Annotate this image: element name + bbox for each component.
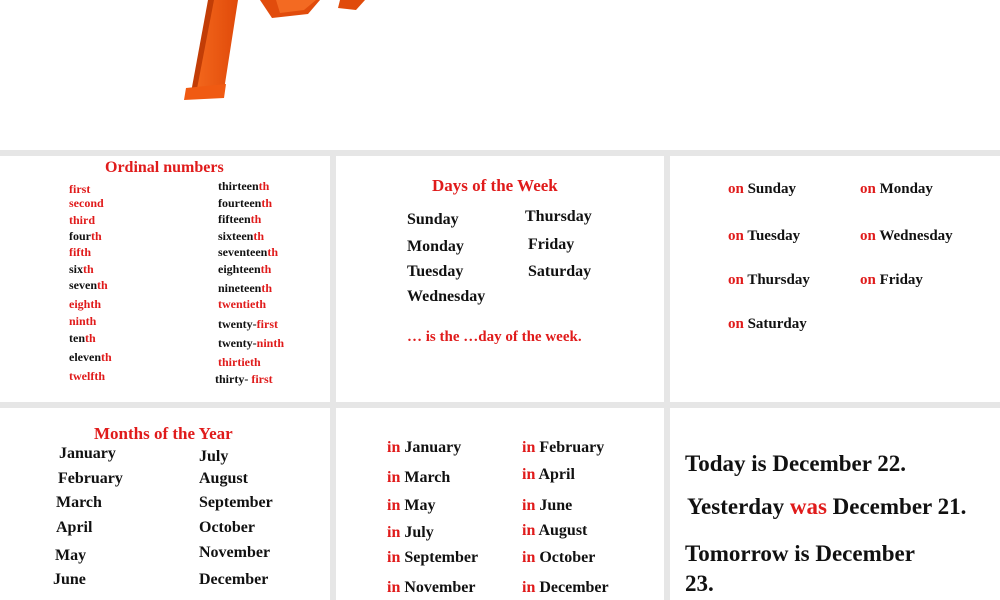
tomorrow-sentence-line1: Tomorrow is December (685, 541, 915, 566)
month-name: June (53, 571, 86, 588)
on-day-item: on Monday (860, 181, 933, 197)
on-day-item: on Friday (860, 272, 923, 288)
month-name: July (199, 448, 229, 465)
day-name: Sunday (407, 211, 459, 228)
ordinal-item: seventh (69, 278, 108, 292)
in-month-item: in June (522, 497, 573, 514)
in-month-item: in February (522, 439, 605, 456)
day-name: Monday (407, 238, 464, 255)
in-month-item: in July (387, 524, 434, 541)
dates-panel (670, 408, 1000, 600)
month-name: October (199, 519, 255, 536)
ordinal-item: thirteenth (218, 179, 270, 193)
month-name: February (58, 470, 123, 487)
on-day-item: on Saturday (728, 316, 807, 332)
in-months-panel (336, 408, 664, 600)
month-name: January (59, 445, 116, 462)
yesterday-sentence: Yesterday was December 21. (687, 494, 967, 519)
day-name: Friday (528, 236, 575, 253)
header-area (0, 0, 1000, 150)
pattern-sentence: … is the …day of the week. (407, 329, 582, 345)
ordinal-item: fourth (69, 229, 102, 243)
day-name: Tuesday (407, 263, 464, 280)
ordinal-numbers-panel (0, 156, 330, 402)
in-month-item: in December (522, 579, 609, 596)
month-name: November (199, 544, 271, 561)
month-name: March (56, 494, 102, 511)
month-name: April (56, 519, 93, 536)
months-of-year-panel (0, 408, 330, 600)
in-month-item: in November (387, 579, 476, 596)
ordinal-item: eighteenth (218, 262, 272, 276)
panel-title: Days of the Week (432, 176, 558, 195)
day-name: Wednesday (407, 288, 486, 305)
ordinal-item: nineteenth (218, 281, 273, 295)
on-day-item: on Wednesday (860, 228, 953, 244)
panel-title: Months of the Year (94, 424, 233, 443)
ordinal-item: eleventh (69, 350, 112, 364)
day-name: Thursday (525, 208, 592, 225)
ordinal-item: twentieth (218, 297, 266, 311)
panel-title: Ordinal numbers (105, 159, 224, 176)
ordinal-item: fifteenth (218, 212, 262, 226)
ordinal-item: ninth (69, 314, 97, 328)
on-days-panel (670, 156, 1000, 402)
in-month-item: in October (522, 549, 596, 566)
in-month-item: in September (387, 549, 479, 566)
today-sentence: Today is December 22. (685, 451, 907, 476)
ordinal-item: second (69, 196, 104, 210)
ordinal-item: fourteenth (218, 196, 272, 210)
ordinal-item: tenth (69, 331, 96, 345)
ordinal-item: sixth (69, 262, 94, 276)
ordinal-item: fifth (69, 245, 91, 259)
ordinal-item: twenty-first (218, 317, 278, 331)
on-day-item: on Thursday (728, 272, 810, 288)
on-day-item: on Sunday (728, 181, 796, 197)
month-name: May (55, 547, 87, 564)
day-name: Saturday (528, 263, 592, 280)
tomorrow-sentence-line2: 23. (685, 571, 714, 596)
days-of-week-panel (336, 156, 664, 402)
month-name: August (199, 470, 248, 487)
ordinal-item: seventeenth (218, 245, 278, 259)
ordinal-item: thirtieth (218, 355, 261, 369)
on-day-item: on Tuesday (728, 228, 801, 244)
month-name: September (199, 494, 273, 511)
ordinal-item: sixteenth (218, 229, 264, 243)
ordinal-item: twelfth (69, 369, 105, 383)
ordinal-item: eighth (69, 297, 102, 311)
in-month-item: in August (522, 522, 588, 539)
in-month-item: in March (387, 469, 451, 486)
ordinal-item: third (69, 213, 96, 227)
month-name: December (199, 571, 269, 588)
in-month-item: in January (387, 439, 462, 456)
ordinal-item: first (69, 182, 91, 196)
ordinal-item: twenty-ninth (218, 336, 285, 350)
in-month-item: in May (387, 497, 436, 514)
in-month-item: in April (522, 466, 575, 483)
ordinal-item: thirty- first (215, 372, 273, 386)
logo-icon (180, 0, 380, 105)
